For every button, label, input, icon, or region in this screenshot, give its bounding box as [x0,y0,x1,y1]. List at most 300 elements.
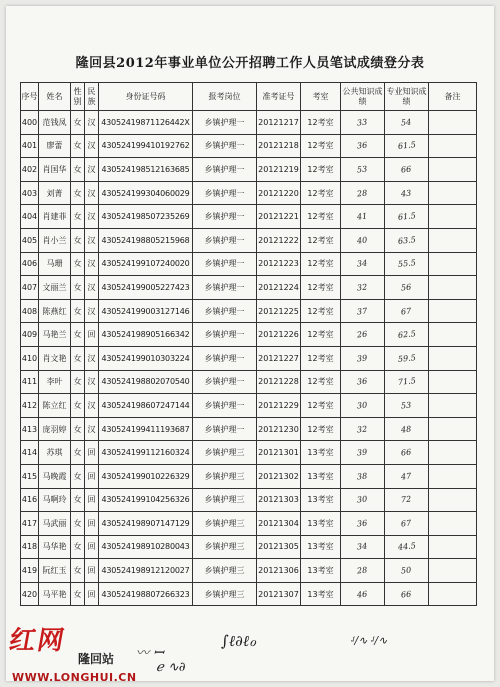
handwritten-score: 61.5 [397,211,416,223]
logo-station: 隆回站 [78,652,115,666]
table-cell: 乡镇护理三 [193,582,257,606]
table-cell [341,323,385,347]
table-cell: 马武丽 [39,512,71,536]
table-row [21,370,477,394]
header-cell: 考室 [301,83,341,111]
table-cell: 404 [21,205,39,229]
table-cell: 回 [85,559,99,583]
table-cell [429,512,477,536]
table-cell: 马晚霞 [39,464,71,488]
table-cell: 汉 [85,394,99,418]
table-cell: 汉 [85,228,99,252]
table-cell: 汉 [85,205,99,229]
table-cell [341,394,385,418]
handwritten-score: 30 [356,494,369,505]
handwritten-score: 48 [400,424,413,435]
handwritten-score: 34 [356,541,369,552]
handwritten-score: 41 [356,211,369,222]
table-cell: 马平艳 [39,582,71,606]
table-cell: 女 [71,346,85,370]
handwritten-score: 36 [356,518,369,529]
table-cell [341,181,385,205]
table-cell [429,582,477,606]
table-cell [341,582,385,606]
handwritten-score: 36 [356,140,369,151]
table-cell [341,512,385,536]
table-cell: 430524198805215968 [99,228,193,252]
table-cell: 肖建菲 [39,205,71,229]
table-cell: 20121301 [257,441,301,465]
table-row [21,158,477,182]
table-cell [429,323,477,347]
table-cell: 阮红玉 [39,559,71,583]
table-row [21,488,477,512]
table-cell [429,370,477,394]
table-cell [429,441,477,465]
table-cell [385,228,429,252]
table-cell [385,370,429,394]
score-table [20,82,477,606]
table-cell: 回 [85,535,99,559]
handwritten-score: 66 [400,447,413,458]
table-cell: 乡镇护理一 [193,394,257,418]
table-cell: 女 [71,559,85,583]
site-url: WWW.LONGHUI.CN [12,671,137,684]
table-cell: 回 [85,512,99,536]
handwritten-score: 32 [356,424,369,435]
handwritten-score: 46 [356,589,369,600]
handwritten-score: 39 [356,447,369,458]
table-cell: 414 [21,441,39,465]
table-cell: 407 [21,276,39,300]
table-cell: 乡镇护理一 [193,134,257,158]
table-cell: 女 [71,582,85,606]
table-cell: 女 [71,228,85,252]
table-cell [385,488,429,512]
table-cell [385,512,429,536]
table-row [21,228,477,252]
header-cell: 身份证号码 [99,83,193,111]
table-cell: 430524199304060029 [99,181,193,205]
table-cell: 13考室 [301,488,341,512]
table-cell: 回 [85,441,99,465]
table-cell [385,394,429,418]
header-cell: 公共知识成绩 [341,83,385,111]
table-row [21,394,477,418]
handwritten-score: 26 [356,329,369,340]
header-cell: 报考岗位 [193,83,257,111]
table-cell: 女 [71,299,85,323]
table-cell: 20121229 [257,394,301,418]
table-cell: 汉 [85,370,99,394]
table-cell: 406 [21,252,39,276]
table-cell: 12考室 [301,205,341,229]
table-cell: 403 [21,181,39,205]
table-cell: 430524199010303224 [99,346,193,370]
table-cell [429,464,477,488]
table-row [21,464,477,488]
table-cell: 12考室 [301,394,341,418]
handwritten-score: 54 [400,117,413,128]
table-cell: 刘菁 [39,181,71,205]
table-cell: 420 [21,582,39,606]
table-cell: 20121306 [257,559,301,583]
handwritten-score: 39 [356,353,369,364]
table-cell: 12考室 [301,299,341,323]
table-cell: 女 [71,205,85,229]
table-cell: 20121218 [257,134,301,158]
table-cell: 415 [21,464,39,488]
table-cell: 12考室 [301,181,341,205]
table-cell: 乡镇护理三 [193,488,257,512]
handwritten-score: 71.5 [397,376,416,388]
table-cell: 20121227 [257,346,301,370]
handwritten-score: 53 [356,164,369,175]
table-cell: 430524199104256326 [99,488,193,512]
table-cell: 乡镇护理一 [193,346,257,370]
table-cell: 汉 [85,134,99,158]
table-cell: 409 [21,323,39,347]
handwritten-score: 28 [356,565,369,576]
table-row [21,559,477,583]
table-cell: 418 [21,535,39,559]
table-cell: 12考室 [301,417,341,441]
table-cell: 430524198910280043 [99,535,193,559]
table-cell [429,228,477,252]
table-cell [429,299,477,323]
table-cell: 401 [21,134,39,158]
table-cell: 12考室 [301,276,341,300]
header-cell: 姓名 [39,83,71,111]
table-cell: 女 [71,158,85,182]
table-cell: 12考室 [301,346,341,370]
header-cell: 民族 [85,83,99,111]
table-cell: 20121305 [257,535,301,559]
table-row [21,181,477,205]
table-cell: 411 [21,370,39,394]
table-cell: 马华艳 [39,535,71,559]
table-cell: 马啊玲 [39,488,71,512]
handwritten-score: 53 [400,400,413,411]
table-cell [341,346,385,370]
table-cell: 13考室 [301,535,341,559]
table-cell [385,134,429,158]
table-cell: 20121219 [257,158,301,182]
handwritten-score: 40 [356,235,369,246]
table-row [21,535,477,559]
table-cell: 417 [21,512,39,536]
table-cell: 女 [71,464,85,488]
table-cell: 408 [21,299,39,323]
handwritten-score: 67 [400,306,413,317]
table-cell: 乡镇护理一 [193,276,257,300]
signature-2: ∫ℓ∂ℓℴ [221,632,256,650]
table-cell: 范钱凤 [39,111,71,135]
table-cell: 肖国华 [39,158,71,182]
table-cell [385,559,429,583]
table-cell: 乡镇护理一 [193,181,257,205]
handwritten-score: 43 [400,188,413,199]
table-cell [385,205,429,229]
table-cell: 乡镇护理一 [193,111,257,135]
table-cell: 女 [71,252,85,276]
table-cell: 12考室 [301,111,341,135]
table-cell [341,111,385,135]
table-cell: 回 [85,464,99,488]
handwritten-score: 38 [356,471,369,482]
header-cell: 备注 [429,83,477,111]
handwritten-score: 33 [356,117,369,128]
table-cell: 12考室 [301,134,341,158]
table-cell: 413 [21,417,39,441]
table-cell [341,134,385,158]
handwritten-score: 44.5 [397,541,416,553]
table-cell: 13考室 [301,582,341,606]
table-cell: 女 [71,417,85,441]
table-cell: 13考室 [301,464,341,488]
header-cell: 准考证号 [257,83,301,111]
table-cell: 汉 [85,111,99,135]
table-cell [385,464,429,488]
table-cell: 430524198807266323 [99,582,193,606]
table-cell: 庞羽婷 [39,417,71,441]
table-cell: 12考室 [301,323,341,347]
table-cell: 430524198905166342 [99,323,193,347]
handwritten-score: 34 [356,258,369,269]
table-cell: 女 [71,370,85,394]
table-cell: 430524199010226329 [99,464,193,488]
table-cell: 马珊 [39,252,71,276]
table-cell: 乡镇护理一 [193,158,257,182]
table-cell [429,276,477,300]
table-cell: 416 [21,488,39,512]
table-cell: 410 [21,346,39,370]
signature-1: 〰 ꟷ [136,646,164,661]
table-cell: 20121307 [257,582,301,606]
table-cell: 乡镇护理一 [193,370,257,394]
table-cell [385,582,429,606]
handwritten-score: 66 [400,589,413,600]
table-cell [429,158,477,182]
table-cell: 乡镇护理三 [193,512,257,536]
table-cell: 汉 [85,417,99,441]
table-cell [385,299,429,323]
table-cell: 20121230 [257,417,301,441]
table-cell: 430524198802070540 [99,370,193,394]
table-cell [341,252,385,276]
table-cell: 430524198607247144 [99,394,193,418]
table-cell: 412 [21,394,39,418]
table-cell [341,228,385,252]
table-cell: 汉 [85,252,99,276]
table-cell [341,417,385,441]
table-cell: 13考室 [301,441,341,465]
handwritten-score: 66 [400,164,413,175]
handwritten-score: 47 [400,471,413,482]
table-cell: 乡镇护理三 [193,441,257,465]
table-cell [385,417,429,441]
table-cell [341,464,385,488]
table-cell: 女 [71,488,85,512]
table-cell: 430524199005227423 [99,276,193,300]
table-cell: 汉 [85,158,99,182]
table-cell [429,346,477,370]
table-cell: 430524198507235269 [99,205,193,229]
table-cell [429,417,477,441]
table-cell: 女 [71,512,85,536]
table-cell [341,205,385,229]
table-cell: 陈立红 [39,394,71,418]
handwritten-score: 30 [356,400,369,411]
table-cell: 回 [85,582,99,606]
table-row [21,134,477,158]
table-cell: 20121303 [257,488,301,512]
handwritten-score: 72 [400,494,413,505]
handwritten-score: 32 [356,282,369,293]
table-cell: 乡镇护理一 [193,323,257,347]
table-cell [341,370,385,394]
signature-4: ᶨ∕∿ ᶨ∕∿ [351,634,388,647]
table-cell [341,559,385,583]
table-cell: 20121224 [257,276,301,300]
table-cell [341,441,385,465]
table-header-row [21,83,477,111]
table-cell [385,346,429,370]
table-cell [429,488,477,512]
table-cell: 回 [85,488,99,512]
logo-mark: 红网 [6,626,69,656]
table-cell: 20121217 [257,111,301,135]
handwritten-score: 61.5 [397,140,416,152]
table-cell [429,535,477,559]
table-row [21,252,477,276]
table-cell: 430524199411193687 [99,417,193,441]
table-cell: 430524199112160324 [99,441,193,465]
table-cell: 女 [71,323,85,347]
table-cell: 43052419871126442X [99,111,193,135]
table-cell: 12考室 [301,370,341,394]
table-cell [429,394,477,418]
table-cell: 400 [21,111,39,135]
table-cell [385,323,429,347]
table-cell [385,441,429,465]
handwritten-score: 28 [356,188,369,199]
table-cell: 女 [71,394,85,418]
table-cell: 20121225 [257,299,301,323]
table-cell: 430524198907147129 [99,512,193,536]
table-cell [341,299,385,323]
table-cell: 汉 [85,276,99,300]
handwritten-score: 63.5 [397,234,416,246]
table-cell: 430524198512163685 [99,158,193,182]
table-cell: 苏琪 [39,441,71,465]
table-cell: 13考室 [301,559,341,583]
table-cell [429,205,477,229]
table-cell: 女 [71,276,85,300]
table-cell: 402 [21,158,39,182]
table-cell [385,535,429,559]
table-cell: 女 [71,134,85,158]
table-cell: 乡镇护理三 [193,559,257,583]
table-cell [341,158,385,182]
table-row [21,346,477,370]
table-row [21,582,477,606]
table-cell: 乡镇护理一 [193,205,257,229]
table-cell [429,559,477,583]
table-cell: 汉 [85,299,99,323]
table-cell: 乡镇护理三 [193,535,257,559]
table-cell [341,535,385,559]
table-cell [429,181,477,205]
table-cell: 肖小兰 [39,228,71,252]
table-cell: 430524199107240020 [99,252,193,276]
table-cell: 女 [71,441,85,465]
table-body [21,111,477,606]
table-cell [429,111,477,135]
header-cell: 专业知识成绩 [385,83,429,111]
table-cell: 20121302 [257,464,301,488]
table-cell: 12考室 [301,158,341,182]
table-cell: 回 [85,323,99,347]
table-cell: 430524199003127146 [99,299,193,323]
table-cell [385,252,429,276]
table-cell [429,252,477,276]
table-cell: 李叶 [39,370,71,394]
document-title: 隆回县2012年事业单位公开招聘工作人员笔试成绩登分表 [75,56,425,71]
table-cell: 419 [21,559,39,583]
table-cell [341,488,385,512]
document-page [6,6,494,681]
table-cell: 430524198912120027 [99,559,193,583]
table-row [21,417,477,441]
table-cell: 乡镇护理一 [193,417,257,441]
signature-3: ℯ ∿∂ [156,660,186,675]
table-cell: 女 [71,181,85,205]
table-cell: 20121226 [257,323,301,347]
table-cell [385,181,429,205]
table-cell: 乡镇护理一 [193,252,257,276]
table-cell: 20121220 [257,181,301,205]
handwritten-score: 62.5 [397,329,416,341]
table-row [21,512,477,536]
handwritten-score: 67 [400,518,413,529]
table-cell: 乡镇护理一 [193,228,257,252]
table-cell: 女 [71,111,85,135]
handwritten-score: 55.5 [397,258,416,270]
table-row [21,441,477,465]
table-cell [385,111,429,135]
handwritten-score: 36 [356,376,369,387]
table-cell: 马艳兰 [39,323,71,347]
table-cell: 乡镇护理一 [193,299,257,323]
table-cell: 20121222 [257,228,301,252]
table-cell [429,134,477,158]
table-row [21,299,477,323]
footer-url [0,671,500,687]
table-cell: 20121304 [257,512,301,536]
table-row [21,111,477,135]
table-cell: 乡镇护理三 [193,464,257,488]
table-row [21,323,477,347]
table-cell: 13考室 [301,512,341,536]
table-cell: 陈燕红 [39,299,71,323]
table-cell: 405 [21,228,39,252]
handwritten-score: 56 [400,282,413,293]
table-row [21,276,477,300]
table-cell: 20121228 [257,370,301,394]
table-cell: 12考室 [301,228,341,252]
header-cell: 性别 [71,83,85,111]
